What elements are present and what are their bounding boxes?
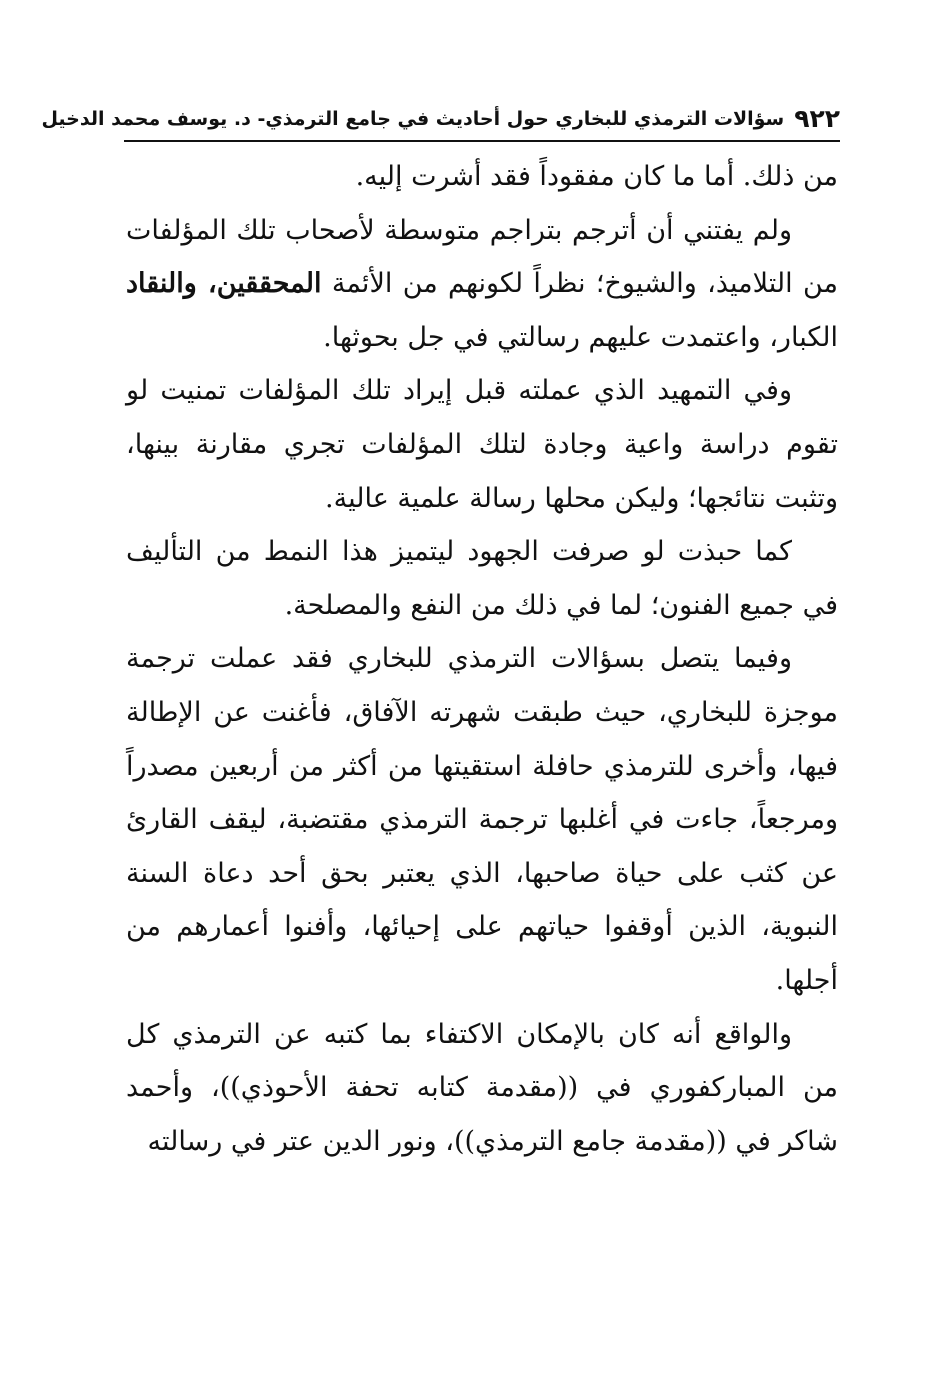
running-title: سؤالات الترمذي للبخاري حول أحاديث في جامع الترمذي- د. يوسف محمد الدخيل — [41, 108, 785, 130]
paragraph-5: وفيما يتصل بسؤالات الترمذي للبخاري فقد عملت ترجمة موجزة للبخاري، حيث طبقت شهرته الآفاق، فأغنت عن الإطالة فيها، وأخرى للترمذي حافلة استقيتها من أكثر من أربعين مصدراً ومرجعاً، جاءت في أغلبها ترجمة الترمذي مقتضبة، ليقف القارئ عن كثب على حياة صاحبها، الذي يعتبر بحق أحد دعاة السنة النبوية، الذين أوقفوا حياتهم على إحيائها، وأفنوا أعمارهم من أجلها. — [126, 643, 838, 996]
paragraph-2 — [126, 204, 838, 365]
body-text — [126, 150, 838, 1168]
paragraph-2-part-1: ولم يفتني أن أترجم بتراجم متوسطة لأصحاب تلك المؤلفات من التلاميذ، والشيوخ؛ نظراً لكونهم من الأئمة — [126, 214, 838, 300]
page-header — [41, 103, 840, 135]
page-number: ٩٢٢ — [794, 104, 840, 133]
paragraph-6: والواقع أنه كان بالإمكان الاكتفاء بما كتبه عن الترمذي كل من المباركفوري في ((مقدمة كتابه تحفة الأحوذي))، وأحمد شاكر في ((مقدمة جامع الترمذي))، ونور الدين عتر في رسالته — [126, 1018, 838, 1157]
paragraph-4: كما حبذت لو صرفت الجهود ليتميز هذا النمط من التأليف في جميع الفنون؛ لما في ذلك من النفع والمصلحة. — [126, 536, 838, 621]
paragraph-2-part-2: الكبار، واعتمدت عليهم رسالتي في جل بحوثها. — [323, 321, 838, 353]
paragraph-3: وفي التمهيد الذي عملته قبل إيراد تلك المؤلفات تمنيت لو تقوم دراسة واعية وجادة لتلك المؤلفات تجري مقارنة بينها، وتثبت نتائجها؛ وليكن محلها رسالة علمية عالية. — [126, 375, 838, 514]
paragraph-1: من ذلك. أما ما كان مفقوداً فقد أشرت إليه. — [355, 161, 838, 192]
paragraph-2-bold: المحققين، والنقاد — [126, 268, 322, 300]
header-rule — [124, 140, 840, 142]
